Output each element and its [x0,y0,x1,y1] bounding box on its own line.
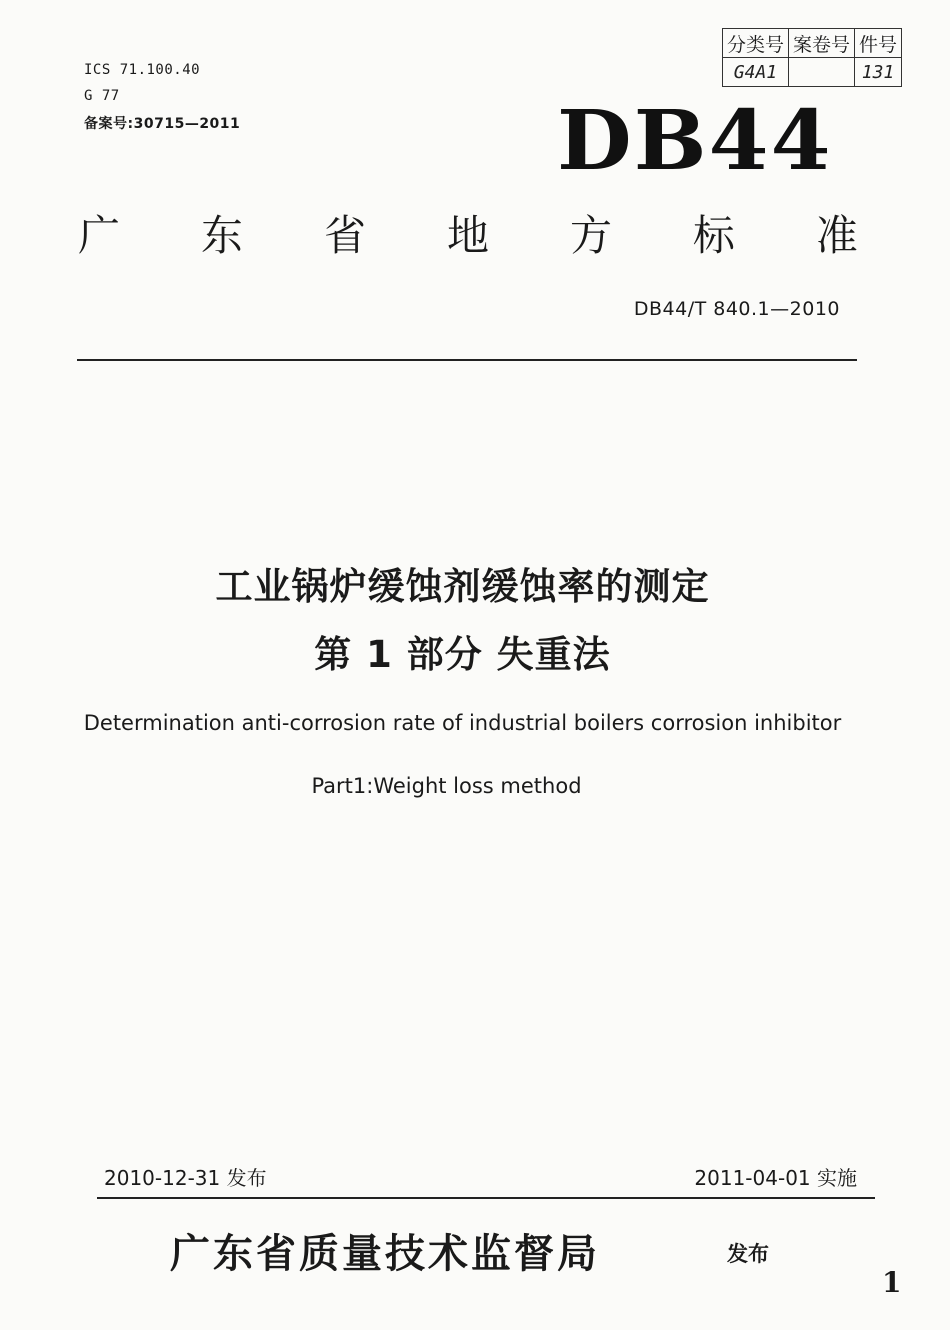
stamp-header-file: 案卷号 [788,29,854,58]
record-label: 备案号: [84,116,134,132]
chinese-title-line2: 第 1 部分 失重法 [314,633,611,676]
title-char: 标 [692,211,735,260]
record-number [84,113,240,133]
archive-stamp [722,28,902,87]
stamp-value-classification: G4A1 [722,58,788,87]
stamp-value-file [788,58,854,87]
issue-date: 2010-12-31 发布 [104,1166,267,1190]
page-number: 1 [882,1266,902,1299]
record-value: 30715—2011 [133,116,241,132]
standard-type-title [78,212,858,260]
standard-code-logo: DB44 [557,93,833,189]
publisher-name: 广东省质量技术监督局 [170,1230,600,1277]
bottom-divider [97,1197,875,1199]
title-char: 省 [323,211,366,260]
english-title-line1: Determination anti-corrosion rate of industrial boilers corrosion inhibitor [83,711,842,735]
ics-code: ICS 71.100.40 [84,62,201,78]
title-char: 方 [569,211,612,260]
publisher-suffix: 发布 [727,1241,769,1266]
stamp-header-row [722,29,901,58]
implementation-date: 2011-04-01 实施 [694,1166,857,1190]
standard-number: DB44/T 840.1—2010 [633,298,840,320]
stamp-header-classification: 分类号 [722,29,788,58]
stamp-value-row [722,58,901,87]
title-char: 地 [446,211,489,260]
english-title-line2: Part1:Weight loss method [311,774,582,798]
title-char: 广 [78,211,121,260]
title-char: 准 [815,211,858,260]
stamp-value-item: 131 [854,58,901,87]
ccs-code: G 77 [84,88,120,104]
chinese-title-line1: 工业锅炉缓蚀剂缓蚀率的测定 [215,565,710,608]
stamp-header-item: 件号 [854,29,901,58]
title-char: 东 [200,211,243,260]
top-divider [77,359,857,361]
